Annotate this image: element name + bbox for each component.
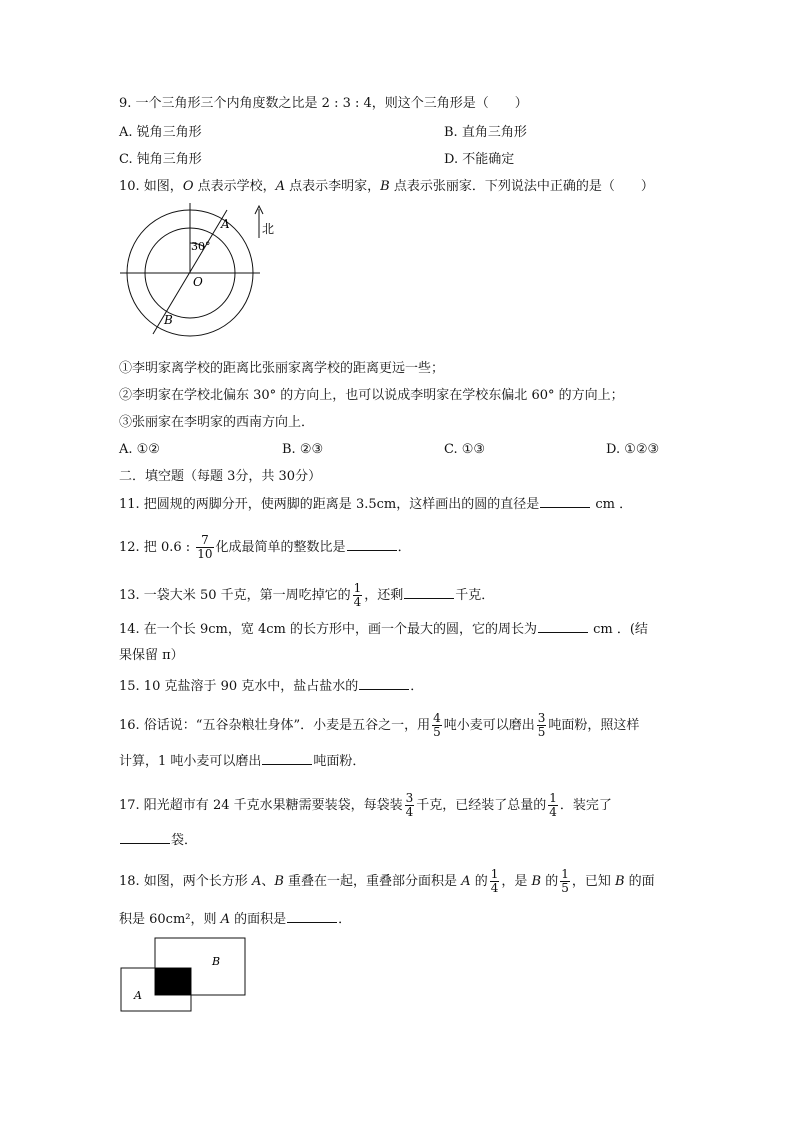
label-a: A bbox=[134, 989, 142, 1002]
answer-blank bbox=[262, 752, 312, 765]
q9-option-c: C. 钝角三角形 bbox=[119, 152, 202, 167]
fraction: $\frac{7}{10}$ bbox=[197, 533, 213, 561]
q9-option-b: B. 直角三角形 bbox=[444, 125, 527, 140]
q10-stem: 10. 如图，O 点表示学校，A 点表示李明家，B 点表示张丽家．下列说法中正确的是（ ） bbox=[119, 179, 654, 194]
north-label: 北 bbox=[262, 222, 275, 236]
answer-blank bbox=[120, 831, 170, 844]
q10-option-a: A. ①② bbox=[119, 442, 160, 457]
label-o: O bbox=[193, 275, 203, 289]
q10-option-d: D. ①②③ bbox=[606, 442, 660, 457]
q17-line-2: 袋． bbox=[119, 831, 197, 850]
q10-option-c: C. ①③ bbox=[444, 442, 486, 457]
q10-statement-1: ①李明家离学校的距离比张丽家离学校的距离更远一些； bbox=[119, 361, 445, 376]
fraction: $\frac{1}{5}$ bbox=[561, 867, 569, 895]
label-a: A bbox=[221, 217, 230, 231]
answer-blank bbox=[359, 677, 409, 690]
fraction: $\frac{3}{4}$ bbox=[405, 791, 414, 819]
angle-label: 30° bbox=[191, 240, 211, 253]
answer-blank bbox=[540, 495, 590, 508]
fraction: $\frac{1}{4}$ bbox=[353, 581, 362, 609]
fraction: $\frac{4}{5}$ bbox=[433, 711, 441, 739]
q14-line-1: 14. 在一个长 9cm，宽 4cm 的长方形中，画一个最大的圆，它的周长为 cm ．(结 bbox=[119, 622, 648, 637]
q14-line-2: 果保留 π） bbox=[119, 648, 184, 663]
fraction: $\frac{1}{4}$ bbox=[549, 791, 557, 819]
q18-line-2: 积是 60cm²，则 A 的面积是 ． bbox=[119, 912, 352, 927]
q10-figure bbox=[115, 200, 285, 350]
answer-blank bbox=[538, 620, 588, 633]
section-heading: 二．填空题（每题 3分，共 30分） bbox=[119, 469, 322, 484]
q10-statement-3: ③张丽家在李明家的西南方向上． bbox=[119, 415, 315, 430]
answer-blank bbox=[347, 538, 397, 551]
q13: 13. 一袋大米 50 千克，第一周吃掉它的 $\frac{1}{4}$ ，还剩 千克． bbox=[119, 581, 495, 609]
answer-blank bbox=[287, 910, 337, 923]
q16-line-1: 16. 俗话说：“五谷杂粮壮身体”．小麦是五谷之一，用 $\frac{4}{5}$ 吨小麦可以磨出 $\frac{3}{5}$ 吨面粉，照这样 bbox=[119, 711, 640, 739]
q18-figure bbox=[118, 937, 250, 1015]
label-b: B bbox=[212, 955, 221, 968]
q12: 12. 把 0.6 : $\frac{7}{10}$ 化成最简单的整数比是 ． bbox=[119, 533, 411, 561]
fraction: $\frac{1}{4}$ bbox=[490, 867, 499, 895]
q18-line-1: 18. 如图，两个长方形 A、B 重叠在一起，重叠部分面积是 A 的 $\frac{1}{4}$ ，是 B 的 $\frac{1}{5}$ ，已知 B 的面 bbox=[119, 867, 655, 895]
q16-line-2: 计算，1 吨小麦可以磨出 吨面粉． bbox=[119, 754, 366, 769]
answer-blank bbox=[404, 586, 454, 599]
q11: 11. 把圆规的两脚分开，使两脚的距离是 3.5cm，这样画出的圆的直径是 cm ． bbox=[119, 497, 633, 512]
q9-option-a: A. 锐角三角形 bbox=[119, 125, 202, 140]
q10-statement-2: ②李明家在学校北偏东 30° 的方向上，也可以说成李明家在学校东偏北 60° 的方向上； bbox=[119, 388, 624, 403]
q9-option-d: D. 不能确定 bbox=[444, 152, 515, 167]
q10-option-b: B. ②③ bbox=[282, 442, 324, 457]
overlap-region bbox=[155, 968, 191, 995]
fraction: $\frac{3}{5}$ bbox=[537, 711, 546, 739]
q15: 15. 10 克盐溶于 90 克水中，盐占盐水的 ． bbox=[119, 679, 424, 694]
label-b: B bbox=[164, 313, 173, 327]
q17-line-1: 17. 阳光超市有 24 千克水果糖需要装袋，每袋装 $\frac{3}{4}$ 千克，已经装了总量的 $\frac{1}{4}$ ．装完了 bbox=[119, 791, 612, 819]
q9-stem: 9. 一个三角形三个内角度数之比是 2 : 3 : 4，则这个三角形是（ ） bbox=[119, 96, 528, 111]
